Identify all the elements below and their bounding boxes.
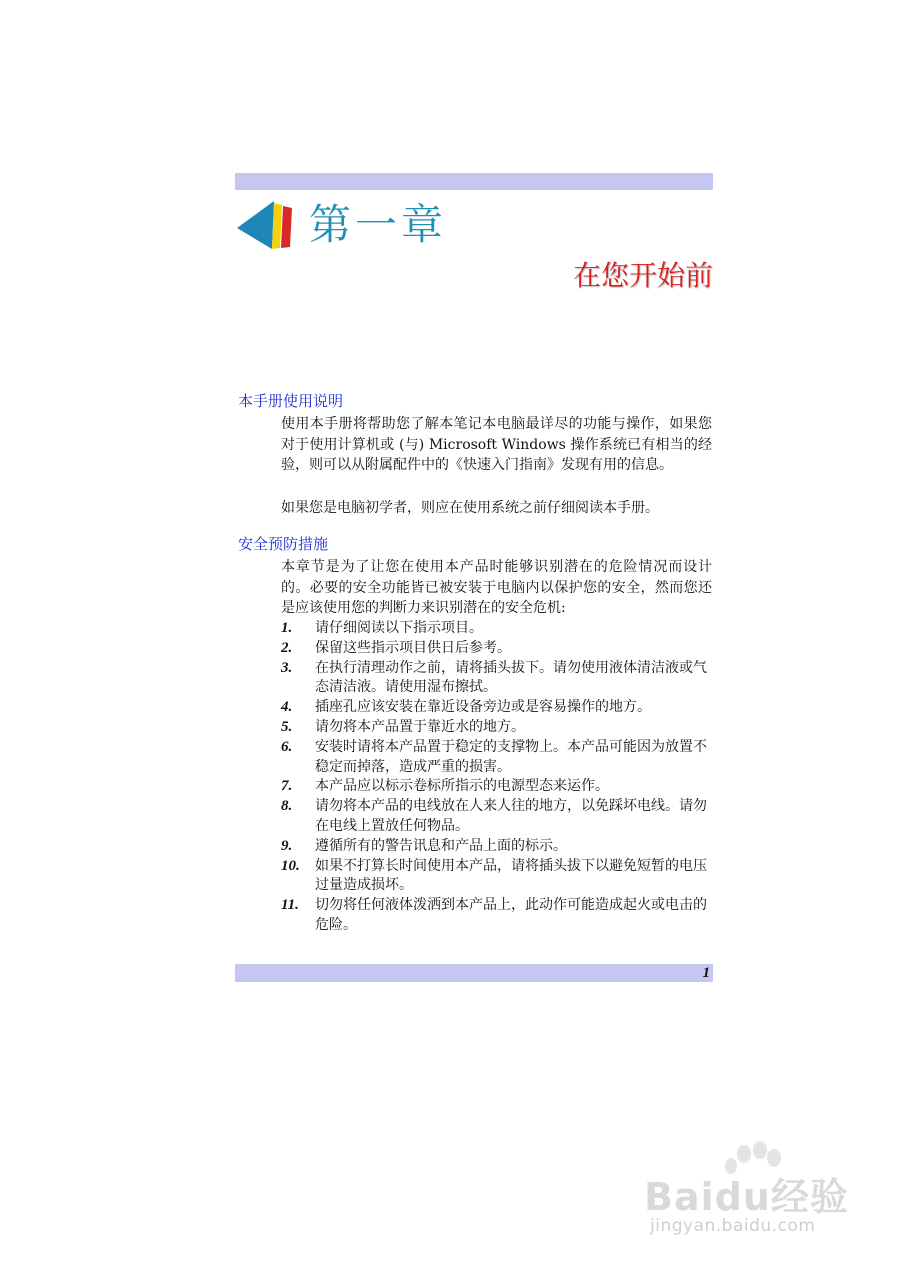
list-item bbox=[281, 896, 712, 936]
item-number: 9. bbox=[281, 837, 293, 854]
list-item bbox=[281, 659, 712, 699]
item-number: 7. bbox=[281, 778, 293, 795]
list-item bbox=[281, 639, 712, 659]
item-number: 11. bbox=[281, 897, 299, 914]
item-text: 在执行清理动作之前，请将插头拔下。请勿使用液体清洁液或气态清洁液。请使用湿布擦拭。 bbox=[315, 659, 707, 696]
chapter-logo-icon bbox=[237, 201, 293, 249]
item-text: 如果不打算长时间使用本产品，请将插头拔下以避免短暂的电压过量造成损坏。 bbox=[315, 857, 707, 894]
list-item bbox=[281, 837, 712, 857]
item-text: 遵循所有的警告讯息和产品上面的标示。 bbox=[315, 837, 567, 854]
item-number: 6. bbox=[281, 738, 293, 755]
item-number: 8. bbox=[281, 798, 293, 815]
chapter-subtitle: 在您开始前 bbox=[572, 259, 713, 292]
item-text: 请仔细阅读以下指示项目。 bbox=[315, 620, 483, 636]
footer-band bbox=[235, 964, 713, 982]
item-text: 插座孔应该安装在靠近设备旁边或是容易操作的地方。 bbox=[315, 699, 651, 716]
item-text: 请勿将本产品的电线放在人来人往的地方，以免踩坏电线。请勿在电线上置放任何物品。 bbox=[315, 798, 707, 834]
watermark-url: jingyan.baidu.com bbox=[650, 1216, 816, 1236]
list-item bbox=[281, 698, 712, 718]
item-text: 切勿将任何液体泼洒到本产品上，此动作可能造成起火或电击的危险。 bbox=[315, 897, 707, 933]
item-number: 10. bbox=[281, 857, 300, 874]
list-item bbox=[281, 857, 712, 897]
list-item bbox=[281, 777, 712, 797]
chapter-title: 第一章 bbox=[309, 200, 448, 249]
list-item bbox=[281, 738, 712, 778]
watermark-text: Baidu经验 bbox=[644, 1175, 849, 1219]
manual-paragraph-2: 如果您是电脑初学者，则应在使用系统之前仔细阅读本手册。 bbox=[281, 500, 659, 516]
page-number: 1 bbox=[702, 965, 710, 981]
item-number: 2. bbox=[281, 639, 293, 656]
safety-intro-paragraph: 本章节是为了让您在使用本产品时能够识别潜在的危险情况而设计的。必要的安全功能皆已被安装于电脑内以保护您的安全，然而您还是应该使用您的判断力来识别潜在的安全危机: bbox=[281, 559, 712, 616]
item-text: 请勿将本产品置于靠近水的地方。 bbox=[315, 718, 525, 735]
manual-paragraph-1: 使用本手册将帮助您了解本笔记本电脑最详尽的功能与操作，如果您对于使用计算机或 (与) Microsoft Windows 操作系统已有相当的经验，则可以从附属配件中的《快速入门指南》发现有用的信息。 bbox=[281, 416, 712, 473]
item-number: 5. bbox=[281, 718, 293, 735]
list-item bbox=[281, 718, 712, 738]
section-heading-manual: 本手册使用说明 bbox=[238, 392, 344, 410]
item-number: 1. bbox=[281, 620, 293, 636]
list-item bbox=[281, 797, 712, 837]
section-heading-safety: 安全预防措施 bbox=[238, 535, 329, 553]
item-text: 保留这些指示项目供日后参考。 bbox=[315, 639, 511, 656]
safety-instructions-list bbox=[281, 619, 712, 936]
header-band bbox=[235, 173, 713, 190]
item-text: 本产品应以标示卷标所指示的电源型态来运作。 bbox=[315, 778, 609, 795]
item-text: 安装时请将本产品置于稳定的支撑物上。本产品可能因为放置不稳定而掉落，造成严重的损害。 bbox=[315, 738, 707, 775]
item-number: 4. bbox=[281, 699, 293, 716]
list-item bbox=[281, 619, 712, 639]
item-number: 3. bbox=[281, 659, 293, 676]
